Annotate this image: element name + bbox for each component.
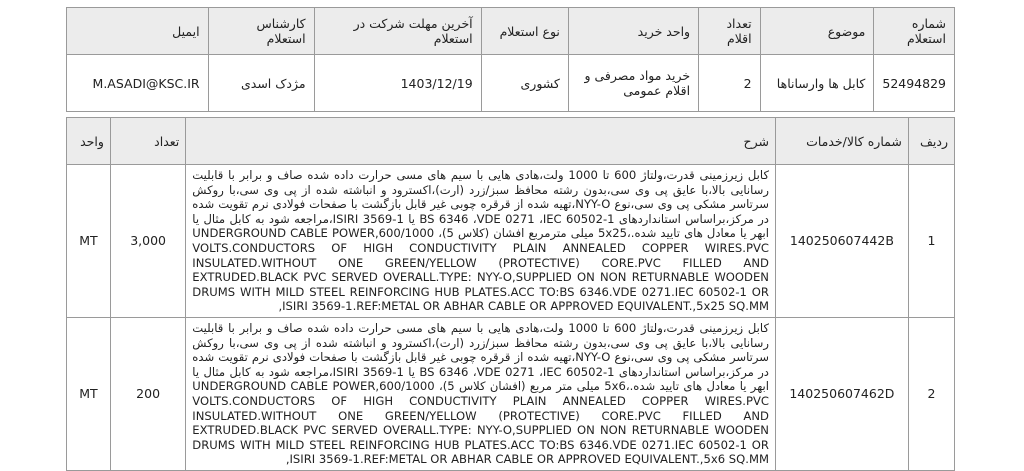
items-header-row <box>67 118 955 165</box>
header-description: شرح <box>186 118 776 165</box>
item-quantity: 3,000 <box>110 165 185 318</box>
header-item-count: تعداد اقلام <box>699 8 761 55</box>
items-table <box>66 117 955 471</box>
header-quantity: تعداد <box>110 118 185 165</box>
item-quantity: 200 <box>110 317 185 470</box>
item-count: 2 <box>699 55 761 112</box>
summary-header-row <box>67 8 955 55</box>
inquiry-summary-table <box>66 7 955 112</box>
summary-value-row <box>67 55 955 112</box>
header-inquiry-type: نوع استعلام <box>481 8 568 55</box>
table-row <box>67 165 955 318</box>
inquiry-number: 52494829 <box>874 55 955 112</box>
row-number: 1 <box>908 165 954 318</box>
email-address: M.ASADI@KSC.IR <box>67 55 209 112</box>
header-inquiry-number: شماره استعلام <box>874 8 955 55</box>
row-number: 2 <box>908 317 954 470</box>
header-expert: کارشناس استعلام <box>208 8 314 55</box>
header-deadline: آخرین مهلت شرکت در استعلام <box>314 8 481 55</box>
item-unit: MT <box>67 317 111 470</box>
header-purchase-unit: واحد خرید <box>568 8 698 55</box>
header-subject: موضوع <box>760 8 874 55</box>
header-item-code: شماره کالا/خدمات <box>775 118 908 165</box>
deadline-date: 1403/12/19 <box>314 55 481 112</box>
header-email: ایمیل <box>67 8 209 55</box>
header-unit: واحد <box>67 118 111 165</box>
header-row-number: ردیف <box>908 118 954 165</box>
inquiry-subject: کابل ها وارساناها <box>760 55 874 112</box>
expert-name: مژدک اسدی <box>208 55 314 112</box>
item-code: 140250607462D <box>775 317 908 470</box>
item-unit: MT <box>67 165 111 318</box>
table-row <box>67 317 955 470</box>
inquiry-type: کشوری <box>481 55 568 112</box>
item-description: کابل زیرزمینی قدرت،ولتاژ 600 تا 1000 ولت،هادی هایی با سیم های مسی حرارت داده شده صاف و برابر با قابلیت رسانایی بالا،با عایق پی وی سی،بدون رشته محافظ سبز/زرد (ارت)،اکسترود و انباشته شده از پی وی سی،با روکش سرتاسر مشکی پی وی سی،نوع NYY-O،تهیه شده از قرقره چوبی غیر قابل بازگشت با صفحات فولادی نرم تقویت شده در مرکز،براساس استانداردهای BS 6346 ،VDE 0271 ،IEC 60502-1 یا ISIRI 3569-1،مراجعه شود به کابل مثال یا ابهر یا معادل های تایید شده.،5x6 میلی متر مربع (افشان کلاس 5)، UNDERGROUND CABLE POWER,600/1000 VOLTS.CONDUCTORS OF HIGH CONDUCTIVITY PLAIN ANNEALED COPPER WIRES.PVC INSULATED.WITHOUT ONE GREEN/YELLOW (PROTECTIVE) CORE.PVC FILLED AND EXTRUDED.BLACK PVC SERVED OVERALL.TYPE: NYY-O,SUPPLIED ON NON RETURNABLE WOODEN DRUMS WITH MILD STEEL REINFORCING HUB PLATES.ACC TO:BS 6346.VDE 0271.IEC 60502-1 OR ISIRI 3569-1.REF:METAL OR ABHAR CABLE OR APPROVED EQUIVALENT.,5x6 SQ.MM, <box>186 317 776 470</box>
purchase-unit: خرید مواد مصرفی و اقلام عمومی <box>568 55 698 112</box>
item-code: 140250607442B <box>775 165 908 318</box>
item-description: کابل زیرزمینی قدرت،ولتاژ 600 تا 1000 ولت،هادی هایی با سیم های مسی حرارت داده شده صاف و برابر با قابلیت رسانایی بالا،با عایق پی وی سی،بدون رشته محافظ سبز/زرد (ارت)،اکسترود و انباشته شده از پی وی سی،با روکش سرتاسر مشکی پی وی سی،نوع NYY-O،تهیه شده از قرقره چوبی غیر قابل بازگشت با صفحات فولادی نرم تقویت شده در مرکز،براساس استانداردهای BS 6346 ،VDE 0271 ،IEC 60502-1 یا ISIRI 3569-1،مراجعه شود به کابل مثال یا ابهر یا معادل های تایید شده.،5x25 میلی مترمربع افشان (کلاس 5)، UNDERGROUND CABLE POWER,600/1000 VOLTS.CONDUCTORS OF HIGH CONDUCTIVITY PLAIN ANNEALED COPPER WIRES.PVC INSULATED.WITHOUT ONE GREEN/YELLOW (PROTECTIVE) CORE.PVC FILLED AND EXTRUDED.BLACK PVC SERVED OVERALL.TYPE: NYY-O,SUPPLIED ON NON RETURNABLE WOODEN DRUMS WITH MILD STEEL REINFORCING HUB PLATES.ACC TO:BS 6346.VDE 0271.IEC 60502-1 OR ISIRI 3569-1.REF:METAL OR ABHAR CABLE OR APPROVED EQUIVALENT.,5x25 SQ.MM, <box>186 165 776 318</box>
